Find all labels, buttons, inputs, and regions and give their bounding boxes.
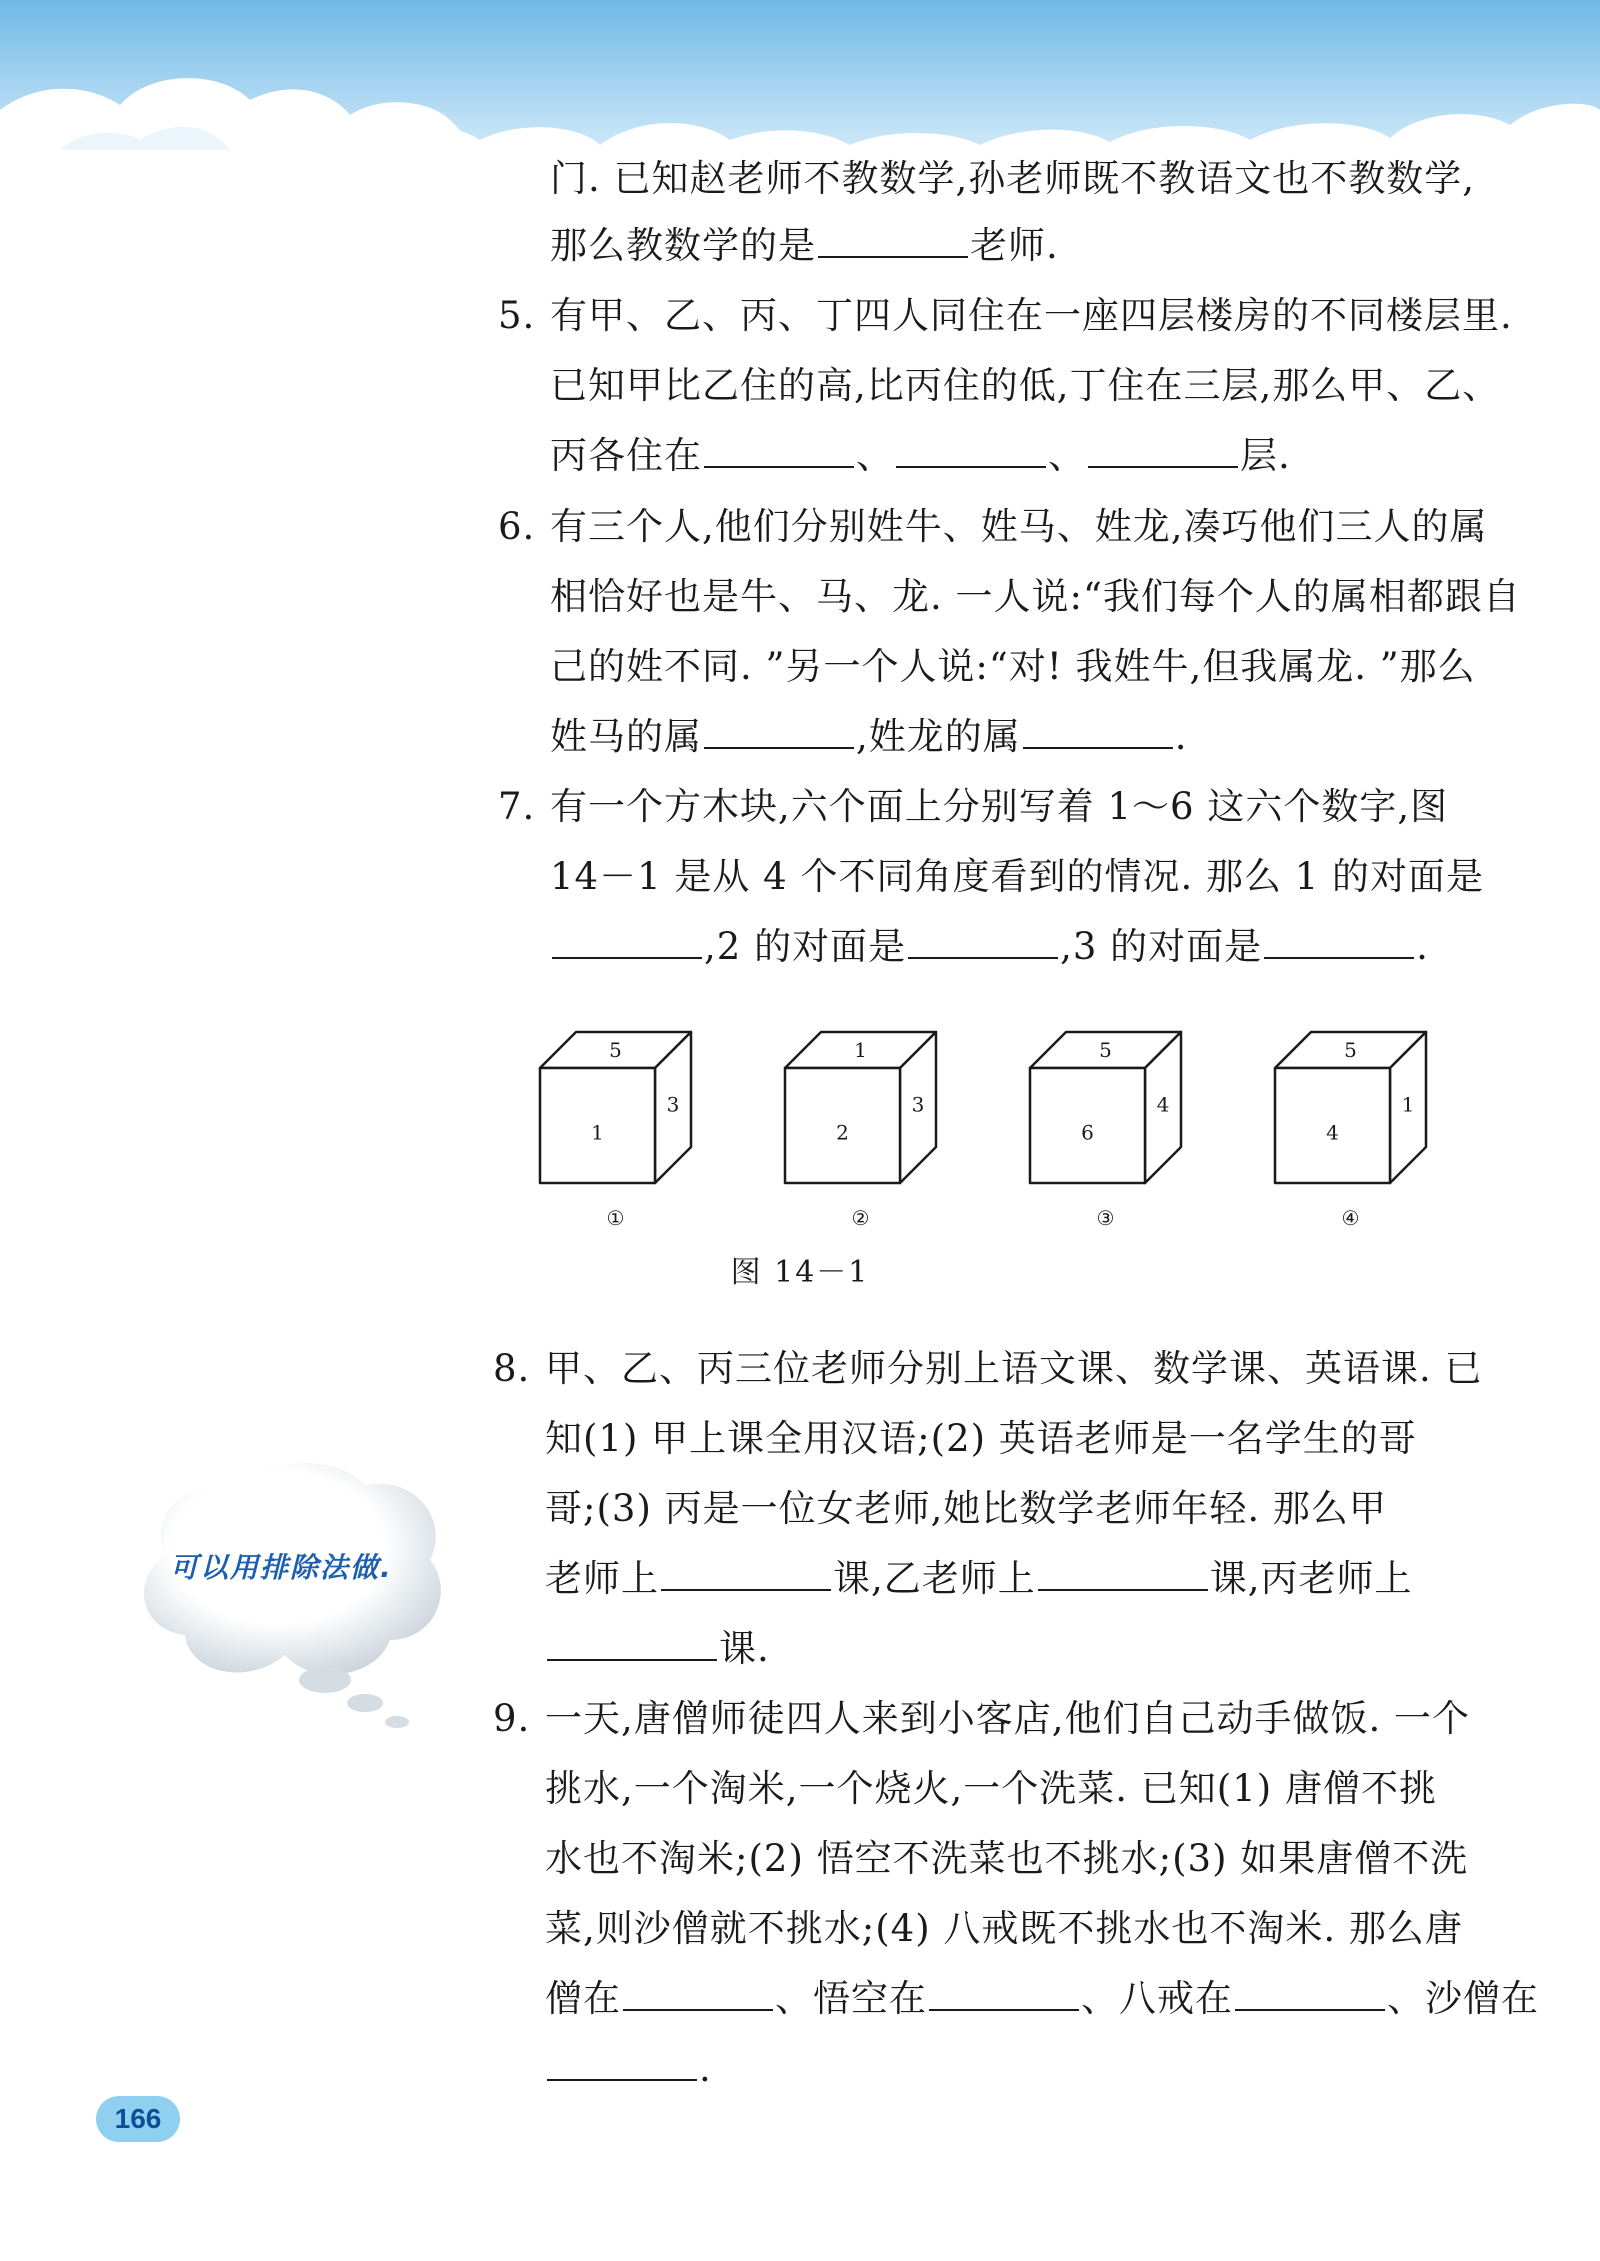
cube-front-number: 4 <box>1326 1120 1339 1145</box>
problem-5-line-1: 5. 有甲、乙、丙、丁四人同住在一座四层楼房的不同楼层里. <box>550 292 1513 340</box>
problem-7-line-1: 7. 有一个方木块,六个面上分别写着 1～6 这六个数字,图 <box>550 783 1448 831</box>
problem-8-line-5: 课. <box>545 1625 770 1673</box>
cube-front-number: 6 <box>1081 1120 1094 1145</box>
cube-side-number: 1 <box>1401 1092 1415 1117</box>
answer-blank[interactable] <box>1235 1975 1385 2011</box>
answer-blank[interactable] <box>704 432 854 468</box>
answer-blank[interactable] <box>547 2045 697 2081</box>
answer-blank[interactable] <box>552 923 702 959</box>
problem-5-line-2: 已知甲比乙住的高,比丙住的低,丁住在三层,那么甲、乙、 <box>550 364 1501 407</box>
cube-label: ② <box>851 1206 870 1230</box>
answer-blank[interactable] <box>547 1625 717 1661</box>
problem-number: 5. <box>498 294 536 337</box>
figure-caption: 图 14－1 <box>730 1255 870 1290</box>
answer-blank[interactable] <box>661 1555 831 1591</box>
cube-label: ③ <box>1096 1206 1115 1230</box>
problem-number: 7. <box>498 785 536 828</box>
problem-9-line-3: 水也不淘米;(2) 悟空不洗菜也不挑水;(3) 如果唐僧不洗 <box>545 1837 1469 1880</box>
problem-8-line-4: 老师上 课,乙老师上 课,丙老师上 <box>545 1557 1413 1600</box>
cube-side-number: 3 <box>911 1092 925 1117</box>
cube-4 <box>1275 1032 1426 1230</box>
cube-side-number: 3 <box>666 1092 680 1117</box>
problem-9-line-4: 菜,则沙僧就不挑水;(4) 八戒既不挑水也不淘米. 那么唐 <box>545 1907 1463 1950</box>
problem-7-line-3: ,2 的对面是 ,3 的对面是 . <box>550 923 1429 971</box>
cube-top-number: 5 <box>609 1038 622 1062</box>
cube-2 <box>785 1032 936 1230</box>
answer-blank[interactable] <box>1023 713 1173 749</box>
cube-top-number: 1 <box>854 1038 867 1062</box>
cube-front-number: 1 <box>591 1120 604 1145</box>
problem-4-line-2: 那么教数学的是 老师. <box>550 224 1059 267</box>
hint-text: 可以用排除法做. <box>170 1551 393 1584</box>
page-number: 166 <box>96 2096 180 2142</box>
problem-number: 6. <box>498 505 536 548</box>
cube-side-number: 4 <box>1156 1092 1170 1117</box>
problem-9-line-2: 挑水,一个淘米,一个烧火,一个洗菜. 已知(1) 唐僧不挑 <box>545 1767 1437 1810</box>
problem-5-line-3: 丙各住在 、 、 层. <box>550 434 1291 477</box>
problem-6-line-2: 相恰好也是牛、马、龙. 一人说:“我们每个人的属相都跟自 <box>550 575 1521 618</box>
problem-8-line-3: 哥;(3) 丙是一位女老师,她比数学老师年轻. 那么甲 <box>545 1487 1387 1530</box>
answer-blank[interactable] <box>1088 432 1238 468</box>
cube-top-number: 5 <box>1344 1038 1357 1062</box>
cube-3 <box>1030 1032 1181 1230</box>
problem-number: 8. <box>493 1347 531 1390</box>
problem-9-line-6: . <box>545 2045 712 2093</box>
problem-9-line-5: 僧在 、悟空在 、八戒在 、沙僧在 <box>545 1977 1539 2020</box>
cube-top-number: 5 <box>1099 1038 1112 1062</box>
cube-label: ④ <box>1341 1206 1360 1230</box>
problem-6-line-4: 姓马的属 ,姓龙的属 . <box>550 715 1188 758</box>
problem-6-line-1: 6. 有三个人,他们分别姓牛、姓马、姓龙,凑巧他们三人的属 <box>550 503 1488 551</box>
problem-9-line-1: 9. 一天,唐僧师徒四人来到小客店,他们自己动手做饭. 一个 <box>545 1695 1470 1743</box>
answer-blank[interactable] <box>1038 1555 1208 1591</box>
answer-blank[interactable] <box>704 713 854 749</box>
answer-blank[interactable] <box>896 432 1046 468</box>
answer-blank[interactable] <box>1264 923 1414 959</box>
problem-6-line-3: 己的姓不同. ”另一个人说:“对! 我姓牛,但我属龙. ”那么 <box>550 645 1476 688</box>
cube-front-number: 2 <box>836 1120 849 1145</box>
answer-blank[interactable] <box>929 1975 1079 2011</box>
problem-4-line-1: 门. 已知赵老师不教数学,孙老师既不教语文也不教数学, <box>550 157 1476 200</box>
problem-number: 9. <box>493 1697 531 1740</box>
cube-1 <box>540 1032 691 1230</box>
sky-cloud-header <box>0 0 1600 150</box>
answer-blank[interactable] <box>908 923 1058 959</box>
answer-blank[interactable] <box>623 1975 773 2011</box>
problem-8-line-1: 8. 甲、乙、丙三位老师分别上语文课、数学课、英语课. 已 <box>545 1345 1483 1393</box>
cube-label: ① <box>606 1206 625 1230</box>
hint-cloud-bubble <box>125 1450 455 1740</box>
problem-8-line-2: 知(1) 甲上课全用汉语;(2) 英语老师是一名学生的哥 <box>545 1417 1417 1460</box>
problem-7-line-2: 14－1 是从 4 个不同角度看到的情况. 那么 1 的对面是 <box>550 855 1485 898</box>
answer-blank[interactable] <box>818 222 968 258</box>
